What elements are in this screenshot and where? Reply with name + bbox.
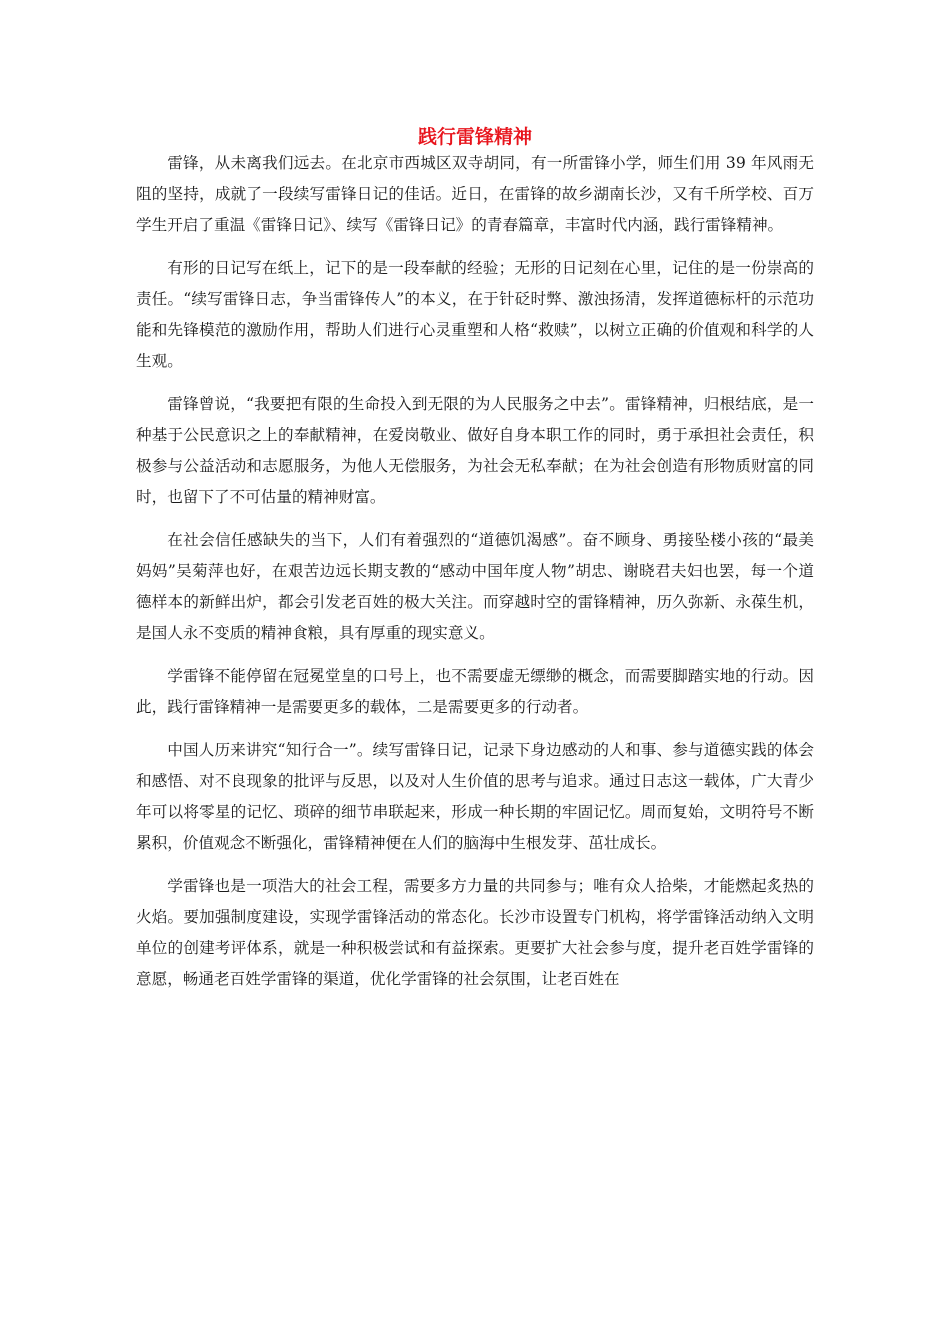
paragraph-5: 学雷锋不能停留在冠冕堂皇的口号上，也不需要虚无缥缈的概念，而需要脚踏实地的行动。因此，践行雷锋精神一是需要更多的载体，二是需要更多的行动者。: [136, 667, 814, 716]
paragraph-7: 学雷锋也是一项浩大的社会工程，需要多方力量的共同参与；唯有众人拾柴，才能燃起炙热的火焰。要加强制度建设，实现学雷锋活动的常态化。长沙市设置专门机构，将学雷锋活动纳入文明单位的创建考评体系，就是一种积极尝试和有益探索。更要扩大社会参与度，提升老百姓学雷锋的意愿，畅通老百姓学雷锋的渠道，优化学雷锋的社会氛围，让老百姓在: [136, 877, 814, 988]
paragraph-6: 中国人历来讲究“知行合一”。续写雷锋日记，记录下身边感动的人和事、参与道德实践的体会和感悟、对不良现象的批评与反思，以及对人生价值的思考与追求。通过日志这一载体，广大青少年可以将零星的记忆、琐碎的细节串联起来，形成一种长期的牢固记忆。周而复始，文明符号不断累积，价值观念不断强化，雷锋精神便在人们的脑海中生根发芽、茁壮成长。: [136, 741, 814, 852]
document-title: 践行雷锋精神: [417, 126, 532, 148]
paragraph-1: 雷锋，从未离我们远去。在北京市西城区双寺胡同，有一所雷锋小学，师生们用 39 年风雨无阻的坚持，成就了一段续写雷锋日记的佳话。近日，在雷锋的故乡湖南长沙，又有千所学校、百万学生开启了重温《雷锋日记》、续写《雷锋日记》的青春篇章，丰富时代内涵，践行雷锋精神。: [136, 154, 814, 234]
document-body: [136, 148, 814, 1007]
paragraph-4: 在社会信任感缺失的当下，人们有着强烈的“道德饥渴感”。奋不顾身、勇接坠楼小孩的“最美妈妈”吴菊萍也好，在艰苦边远长期支教的“感动中国年度人物”胡忠、谢晓君夫妇也罢，每一个道德样本的新鲜出炉，都会引发老百姓的极大关注。而穿越时空的雷锋精神，历久弥新、永葆生机，是国人永不变质的精神食粮，具有厚重的现实意义。: [136, 531, 814, 642]
paragraph-3: 雷锋曾说，“我要把有限的生命投入到无限的为人民服务之中去”。雷锋精神，归根结底，是一种基于公民意识之上的奉献精神，在爱岗敬业、做好自身本职工作的同时，勇于承担社会责任，积极参与公益活动和志愿服务，为他人无偿服务，为社会无私奉献；在为社会创造有形物质财富的同时，也留下了不可估量的精神财富。: [136, 395, 814, 506]
paragraph-2: 有形的日记写在纸上，记下的是一段奉献的经验；无形的日记刻在心里，记住的是一份崇高的责任。“续写雷锋日志，争当雷锋传人”的本义，在于针砭时弊、激浊扬清，发挥道德标杆的示范功能和先锋模范的激励作用，帮助人们进行心灵重塑和人格“救赎”，以树立正确的价值观和科学的人生观。: [136, 259, 814, 370]
